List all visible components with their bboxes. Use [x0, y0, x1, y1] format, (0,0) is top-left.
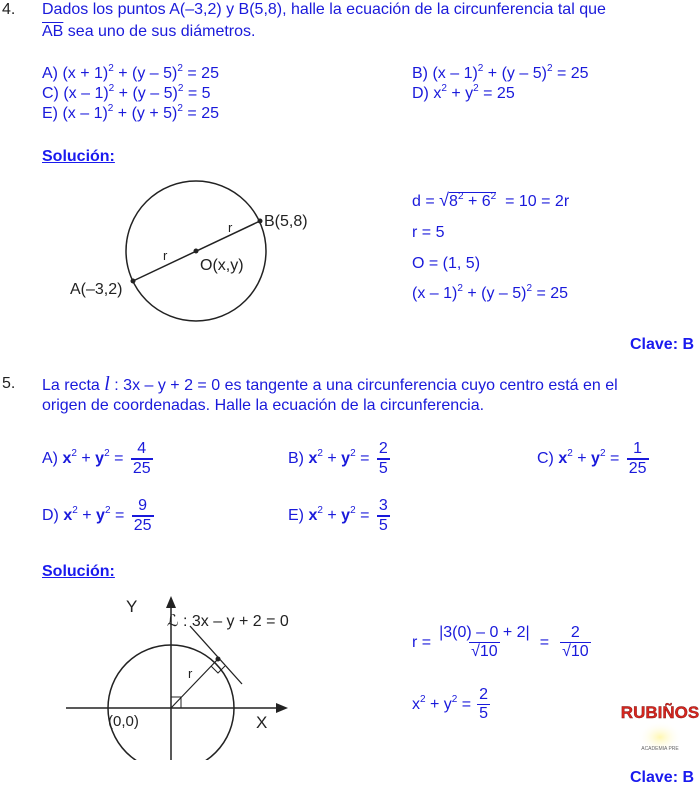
point-a-label: A(–3,2): [70, 281, 123, 298]
problem-4-step-center: O = (1, 5): [412, 255, 481, 272]
problem-4-answer: Clave: B: [630, 336, 695, 353]
problem-4-option-b[interactable]: B) (x – 1)$^2$ + (y – 5)$^2$ = 25: [412, 63, 589, 82]
problem-5-statement-line1: La recta l : 3x – y + 2 = 0 es tangente a una circunferencia cuyo centro está en el: [42, 373, 618, 395]
tangent-line-label: ℒ : 3x – y + 2 = 0: [167, 613, 289, 630]
radius-label-left: r: [163, 248, 168, 263]
problem-4-option-d[interactable]: D) $x^2 + y^2 = 25$: [412, 83, 515, 102]
radius-label-right: r: [228, 220, 233, 235]
radius-label: r: [188, 666, 193, 681]
x-axis-label: X: [256, 713, 268, 732]
rubinos-logo: [620, 696, 700, 756]
problem-4-step-distance: $d = √8^2 + 6^2 = 10 = 2r$: [412, 190, 570, 210]
problem-5-option-c[interactable]: C) $x^2 + y^2$ = $\frac{1}{25}$: [537, 440, 647, 477]
problem-4-option-c[interactable]: C) (x – 1)$^2$ + (y – 5)$^2$ = 5: [42, 83, 211, 102]
problem-4-option-a[interactable]: A) $(x + 1)^2 + (y - 5)^2 = 25$: [42, 63, 219, 82]
problem-4-solution-title: Solución:: [42, 148, 115, 165]
problem-5-step-radius: r = $\frac{|3(0) - 0 + 2|}{√10}$ = $\frac{2}{√10}$: [412, 624, 589, 660]
problem-5-step-final-equation: $x^2 + y^2$ = $\frac{2}{5}$: [412, 686, 489, 722]
problem-5-number: 5.: [2, 375, 16, 392]
problem-5-answer: Clave: B: [630, 769, 695, 786]
svg-text:RUBIÑOS: RUBIÑOS: [620, 703, 700, 722]
problem-5-option-e[interactable]: E) $x^2 + y^2$ = $\frac{3}{5}$: [288, 497, 388, 534]
center-label: O(x,y): [200, 257, 244, 274]
problem-4-statement-line2: $\overline{AB}$ sea uno de sus diámetros.: [42, 23, 256, 40]
problem-4-number: 4.: [2, 1, 16, 18]
point-b-label: B(5,8): [264, 213, 308, 230]
line-symbol: l: [104, 373, 110, 395]
problem-4-circle-diagram: [60, 180, 340, 330]
problem-5-tangent-diagram: [30, 590, 320, 760]
problem-5-option-a[interactable]: A) $x^2 + y^2$ = $\frac{4}{25}$: [42, 440, 151, 477]
segment-ab: $\overline{AB}$: [42, 23, 64, 40]
problem-4-statement-line1: Dados los puntos A(–3,2) y B(5,8), halle la ecuación de la circunferencia tal que: [42, 1, 606, 18]
problem-5-solution-title: Solución:: [42, 563, 115, 580]
svg-text:ACADEMIA PRE: ACADEMIA PRE: [641, 746, 679, 752]
problem-5-statement-line2: origen de coordenadas. Halle la ecuación de la circunferencia.: [42, 397, 485, 414]
problem-4-option-e[interactable]: E) $(x - 1)^2 + (y + 5)^2 = 25$: [42, 103, 219, 122]
problem-5-option-d[interactable]: D) $x^2 + y^2$ = $\frac{9}{25}$: [42, 497, 152, 534]
problem-5-option-b[interactable]: B) $x^2 + y^2$ = $\frac{2}{5}$: [288, 440, 388, 477]
problem-4-step-radius: r = 5: [412, 224, 445, 241]
y-axis-label: Y: [126, 597, 138, 616]
problem-4-step-equation: (x – 1)$^2$ + (y – 5)$^2$ = 25: [412, 283, 569, 302]
origin-label: (0,0): [108, 713, 139, 730]
